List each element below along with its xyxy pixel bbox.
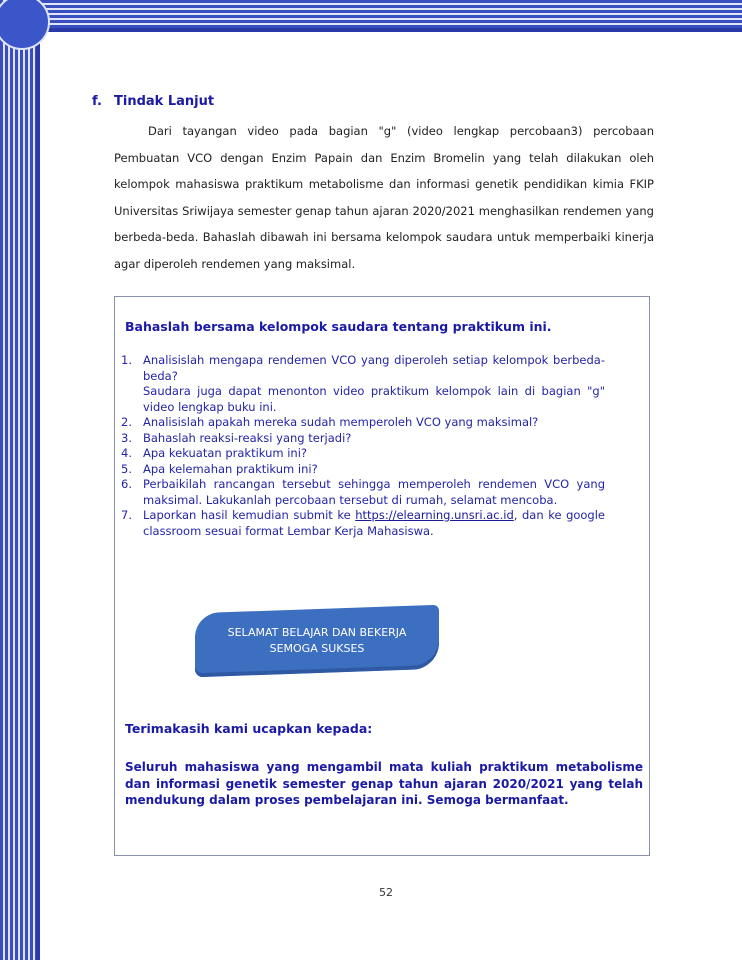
banner-line-1: SELAMAT BELAJAR DAN BEKERJA <box>227 626 407 639</box>
step-number: 6. <box>121 477 132 491</box>
step-text: Analisislah apakah mereka sudah memperoleh VCO yang maksimal? <box>143 415 539 429</box>
motivation-banner <box>195 605 439 678</box>
thanks-heading: Terimakasih kami ucapkan kepada: <box>125 721 373 736</box>
discussion-box <box>114 296 650 856</box>
discussion-heading: Bahaslah bersama kelompok saudara tentang praktikum ini. <box>125 319 552 334</box>
top-border-decoration <box>0 0 742 32</box>
list-item <box>121 446 605 462</box>
step-number: 3. <box>121 430 132 445</box>
step-text: Laporkan hasil kemudian submit ke <box>143 508 356 522</box>
left-border-decoration <box>0 0 40 960</box>
step-text: Bahaslah reaksi-reaksi yang terjadi? <box>143 430 352 445</box>
step-number: 7. <box>121 508 132 522</box>
step-number: 2. <box>121 415 132 429</box>
intro-text: Dari tayangan video pada bagian "g" (video lengkap percobaan3) percobaan Pembuatan VCO dengan Enzim Papain dan Enzim Bromelin yang telah dilakukan oleh kelompok mahasiswa praktikum metabolisme dan informasi genetik pendidikan kimia FKIP Universitas Sriwijaya semester genap tahun ajaran 2020/2021 menghasilkan rendemen yang berbeda-beda. Bahaslah dibawah ini bersama kelompok saudara untuk memperbaiki kinerja agar diperoleh rendemen yang maksimal. <box>114 124 654 271</box>
section-heading <box>92 94 214 109</box>
list-item <box>121 477 605 508</box>
banner-line-2: SEMOGA SUKSES <box>269 642 365 655</box>
list-item <box>121 462 605 478</box>
discussion-steps <box>121 353 605 539</box>
elearning-link[interactable]: https://elearning.unsri.ac.id <box>355 508 514 522</box>
list-item <box>121 431 605 447</box>
step-text: Analisislah mengapa rendemen VCO yang diperoleh setiap kelompok berbeda-beda? <box>143 353 605 383</box>
step-note: Saudara juga dapat menonton video praktikum kelompok lain di bagian "g" video lengkap buku ini. <box>143 384 605 414</box>
step-text: Apa kekuatan praktikum ini? <box>143 446 308 460</box>
section-title: Tindak Lanjut <box>114 94 215 109</box>
step-number: 1. <box>121 353 132 367</box>
section-number: f. <box>92 94 102 109</box>
page-number: 52 <box>379 886 393 899</box>
step-number: 5. <box>121 461 132 476</box>
thanks-body: Seluruh mahasiswa yang mengambil mata kuliah praktikum metabolisme dan informasi genetik semester genap tahun ajaran 2020/2021 yang telah mendukung dalam proses pembelajaran ini. Semoga bermanfaat. <box>125 760 643 807</box>
step-text: Apa kelemahan praktikum ini? <box>143 461 318 476</box>
list-item <box>121 508 605 539</box>
step-text: , dan ke google classroom sesuai format Lembar Kerja Mahasiswa. <box>143 508 606 538</box>
banner-text <box>195 625 439 657</box>
step-number: 4. <box>121 446 132 460</box>
corner-circle-decoration <box>0 0 50 50</box>
step-text: Perbaikilah rancangan tersebut sehingga memperoleh rendemen VCO yang maksimal. Lakukanlah percobaan tersebut di rumah, selamat mencoba. <box>143 477 605 507</box>
list-item <box>121 353 605 415</box>
intro-paragraph <box>114 118 654 277</box>
list-item <box>121 415 605 431</box>
